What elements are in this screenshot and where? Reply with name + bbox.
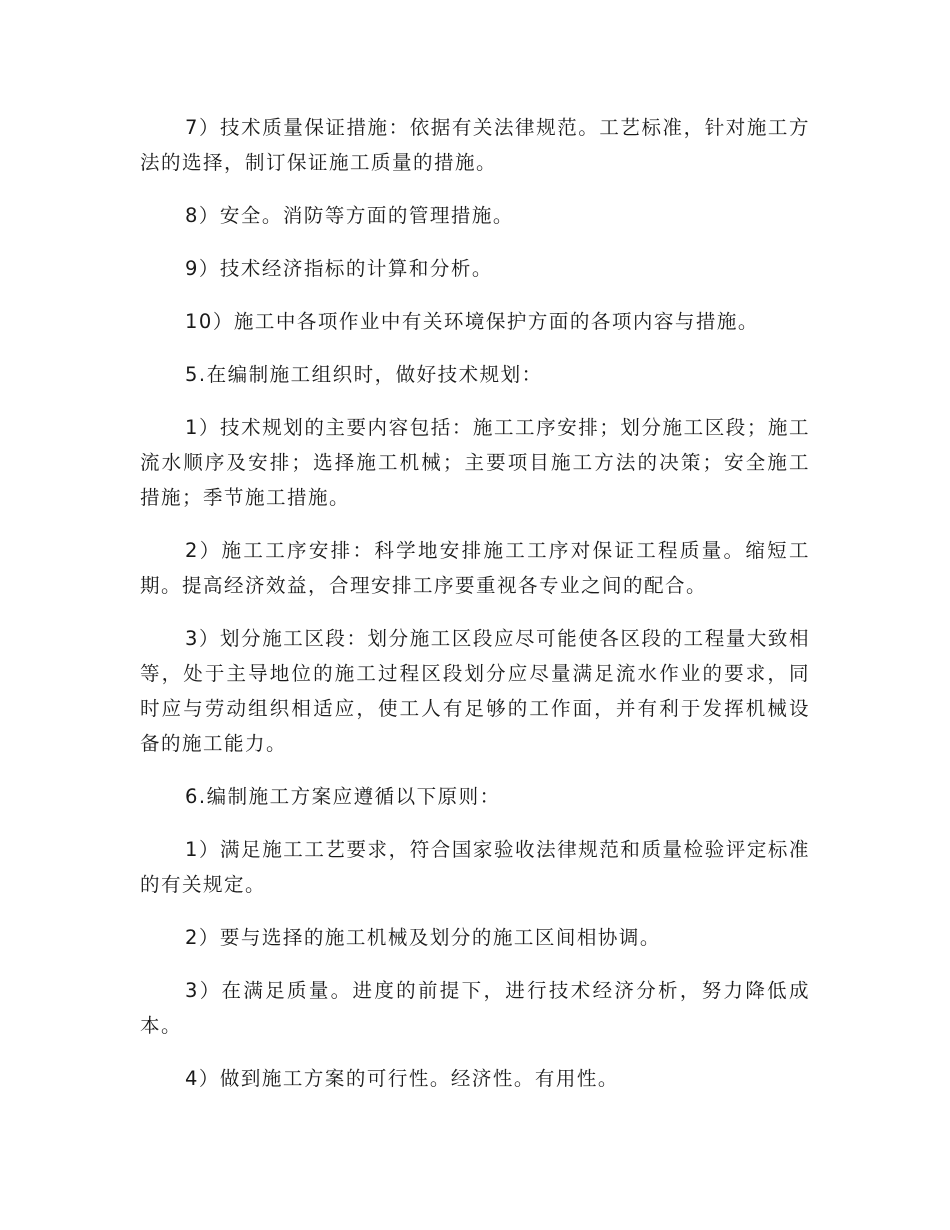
section-heading-5: 5.在编制施工组织时，做好技术规划： [185, 363, 543, 386]
paragraph-technical-planning-1: 1）技术规划的主要内容包括：施工工序安排；划分施工区段；施工流水顺序及安排；选择施工机械；主要项目施工方法的决策；安全施工措施；季节施工措施。 [140, 416, 810, 509]
paragraph-technical-planning-2: 2）施工工序安排：科学地安排施工工序对保证工程质量。缩短工期。提高经济效益，合理安排工序要重视各专业之间的配合。 [140, 539, 810, 597]
paragraph-item-9: 9）技术经济指标的计算和分析。 [185, 257, 493, 280]
paragraph-principle-3: 3）在满足质量。进度的前提下，进行技术经济分析，努力降低成本。 [140, 979, 810, 1037]
paragraph-principle-4: 4）做到施工方案的可行性。经济性。有用性。 [185, 1067, 619, 1090]
paragraph-principle-2: 2）要与选择的施工机械及划分的施工区间相协调。 [185, 926, 661, 949]
paragraph-item-8: 8）安全。消防等方面的管理措施。 [185, 204, 514, 227]
paragraph-principle-1: 1）满足施工工艺要求，符合国家验收法律规范和质量检验评定标准的有关规定。 [140, 838, 810, 896]
paragraph-item-7: 7）技术质量保证措施：依据有关法律规范。工艺标准，针对施工方法的选择，制订保证施工质量的措施。 [140, 116, 810, 174]
section-heading-6: 6.编制施工方案应遵循以下原则： [185, 785, 501, 808]
document-body [140, 110, 810, 1114]
paragraph-technical-planning-3: 3）划分施工区段：划分施工区段应尽可能使各区段的工程量大致相等，处于主导地位的施工过程区段划分应尽量满足流水作业的要求，同时应与劳动组织相适应，使工人有足够的工作面，并有利于发挥机械设备的施工能力。 [140, 627, 810, 755]
paragraph-item-10: 10）施工中各项作业中有关环境保护方面的各项内容与措施。 [185, 310, 759, 333]
